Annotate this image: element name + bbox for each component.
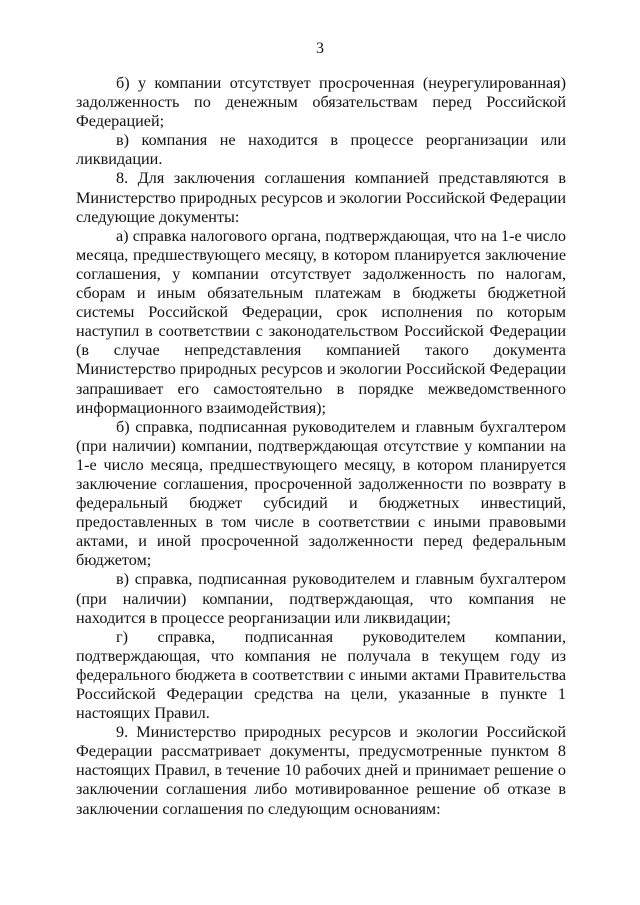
- paragraph-8b-budget-debt-certificate: б) справка, подписанная руководителем и главным бухгалтером (при наличии) компании, подтверждающая отсутствие у компании на 1-е число месяца, предшествующего месяцу, в котором планируется заключение соглашения, просроченной задолженности по возврату в федеральный бюджет субсидий и бюджетных инвестиций, предоставленных в том числе в соответствии с иными правовыми актами, и иной просроченной задолженности перед федеральным бюджетом;: [76, 417, 566, 570]
- paragraph-8a-tax-certificate: а) справка налогового органа, подтверждающая, что на 1-е число месяца, предшествующего месяцу, в котором планируется заключение соглашения, у компании отсутствует задолженность по налогам, сборам и иным обязательным платежам в бюджеты бюджетной системы Российской Федерации, срок исполнения по которым наступил в соответствии с законодательством Российской Федерации (в случае непредставления компанией такого документа Министерство природных ресурсов и экологии Российской Федерации запрашивает его самостоятельно в порядке межведомственного информационного взаимодействия);: [76, 226, 566, 417]
- paragraph-8v-reorganization-certificate: в) справка, подписанная руководителем и главным бухгалтером (при наличии) компании, подтверждающая, что компания не находится в процессе реорганизации или ликвидации;: [76, 570, 566, 627]
- page-number: 3: [316, 40, 324, 57]
- paragraph-8g-funds-certificate: г) справка, подписанная руководителем компании, подтверждающая, что компания не получала в текущем году из федерального бюджета в соответствии с иными актами Правительства Российской Федерации средства на цели, указанные в пункте 1 настоящих Правил.: [76, 627, 566, 723]
- paragraph-9-review-procedure: 9. Министерство природных ресурсов и экологии Российской Федерации рассматривает документы, предусмотренные пунктом 8 настоящих Правил, в течение 10 рабочих дней и принимает решение о заключении соглашения либо мотивированное решение об отказе в заключении соглашения по следующим основаниям:: [76, 723, 566, 818]
- paragraph-8-required-documents: 8. Для заключения соглашения компанией представляются в Министерство природных ресурсов и экологии Российской Федерации следующие документы:: [76, 169, 566, 226]
- paragraph-1v-no-reorganization: в) компания не находится в процессе реорганизации или ликвидации.: [76, 131, 566, 169]
- paragraph-1b-no-debt-to-federation: б) у компании отсутствует просроченная (неурегулированная) задолженность по денежным обязательствам перед Российской Федерацией;: [76, 74, 566, 131]
- document-body: [76, 74, 566, 819]
